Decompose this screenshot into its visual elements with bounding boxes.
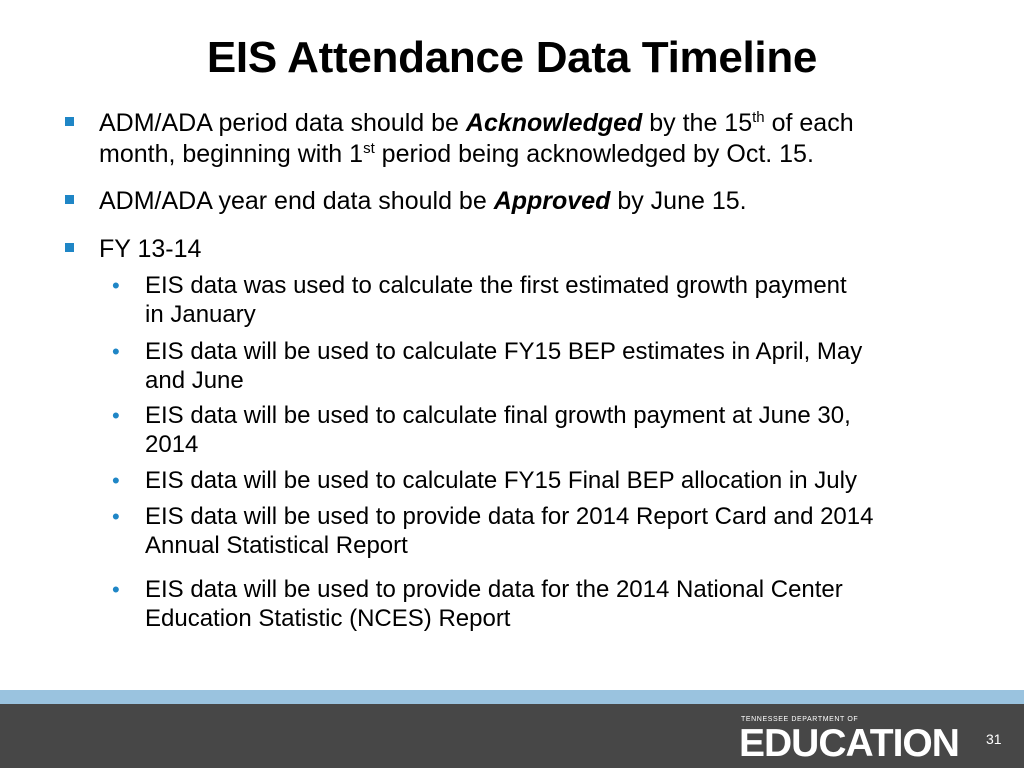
bullet-approved: ADM/ADA year end data should be Approved by June 15. (99, 187, 747, 215)
logo-education-text: EDUCATION (739, 722, 959, 765)
bullet-fy: FY 13-14 (99, 235, 202, 263)
sub-bullet-item: EIS data will be used to calculate FY15 BEP estimates in April, May and June (145, 338, 863, 394)
square-bullet-icon (65, 195, 74, 204)
square-bullet-icon (65, 243, 74, 252)
bullet-acknowledged: ADM/ADA period data should be Acknowledged by the 15th of each month, beginning with 1st period being acknowledged by Oct. 15. (99, 109, 854, 168)
footer-accent-band (0, 690, 1024, 704)
sub-bullet-item: EIS data will be used to calculate FY15 Final BEP allocation in July (145, 467, 857, 494)
square-bullet-icon (65, 117, 74, 126)
round-bullet-icon: • (112, 273, 120, 298)
page-number: 31 (986, 731, 1002, 747)
round-bullet-icon: • (112, 468, 120, 493)
sub-bullet-item: EIS data was used to calculate the first estimated growth payment in January (145, 272, 847, 328)
logo-department-text: TENNESSEE DEPARTMENT OF (741, 716, 859, 723)
sub-bullet-item: EIS data will be used to provide data for 2014 Report Card and 2014 Annual Statistical Report (145, 503, 874, 559)
slide-title: EIS Attendance Data Timeline (206, 33, 818, 82)
sub-bullet-item: EIS data will be used to calculate final growth payment at June 30, 2014 (145, 402, 851, 458)
round-bullet-icon: • (112, 504, 120, 529)
sub-bullet-item: EIS data will be used to provide data for the 2014 National Center Education Statistic (NCES) Report (145, 576, 843, 632)
round-bullet-icon: • (112, 403, 120, 428)
round-bullet-icon: • (112, 577, 120, 602)
round-bullet-icon: • (112, 339, 120, 364)
